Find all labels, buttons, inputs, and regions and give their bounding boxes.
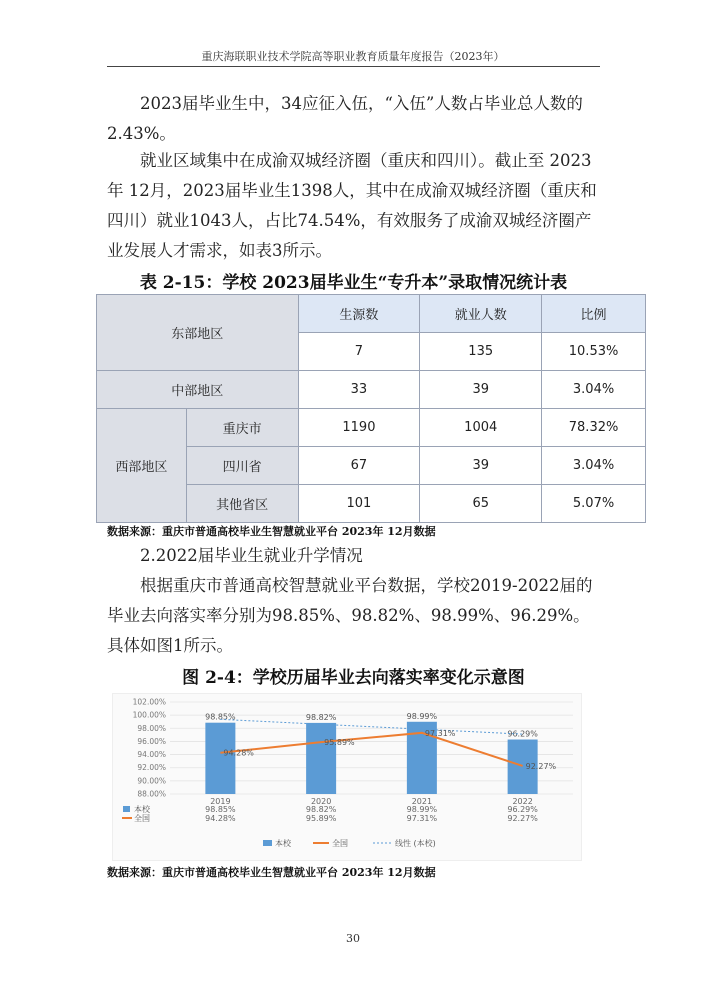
cell-other-employed: 65 — [420, 485, 542, 523]
data-table-cell: 98.85% — [205, 805, 236, 814]
data-table-cell: 92.27% — [507, 814, 538, 823]
row-label-other-provinces: 其他省区 — [186, 485, 298, 523]
legend-label-national: 全国 — [332, 839, 348, 848]
cell-east-employed: 135 — [420, 333, 542, 371]
column-header-source-count: 生源数 — [298, 295, 420, 333]
y-tick-label: 88.00% — [137, 789, 166, 799]
bar — [205, 723, 235, 794]
row-label-sichuan: 四川省 — [186, 447, 298, 485]
table-caption: 表 2-15：学校 2023届毕业生“专升本”录取情况统计表 — [139, 273, 568, 293]
column-header-ratio: 比例 — [542, 295, 646, 333]
cell-chongqing-employed: 1004 — [420, 409, 542, 447]
legend-swatch-school — [263, 840, 272, 846]
series-line-national — [220, 733, 522, 766]
column-header-employed-count: 就业人数 — [420, 295, 542, 333]
cell-sichuan-source: 67 — [298, 447, 420, 485]
page-header: 重庆海联职业技术学院高等职业教育质量年度报告（2023年） — [201, 50, 505, 63]
line-data-label: 95.89% — [324, 738, 355, 748]
table-row — [97, 409, 646, 447]
cell-chongqing-ratio: 78.32% — [542, 409, 646, 447]
bar — [306, 723, 336, 794]
data-table-cell: 97.31% — [406, 814, 438, 823]
bar-data-label: 98.99% — [406, 711, 438, 721]
y-tick-label: 94.00% — [137, 750, 166, 760]
trendline — [220, 719, 522, 734]
x-tick-label: 2019 — [210, 797, 231, 806]
x-tick-label: 2020 — [310, 797, 332, 806]
line-data-label: 97.31% — [424, 728, 456, 738]
bar-data-label: 96.29% — [507, 729, 538, 739]
bar-data-label: 98.82% — [305, 712, 337, 722]
data-table-cell: 94.28% — [205, 814, 236, 823]
data-table-legend-swatch — [123, 806, 130, 812]
cell-sichuan-employed: 39 — [420, 447, 542, 485]
y-tick-label: 102.00% — [132, 697, 166, 707]
admission-table — [96, 294, 646, 523]
data-table-cell: 95.89% — [305, 814, 337, 823]
x-tick-label: 2022 — [512, 797, 533, 806]
y-tick-label: 92.00% — [137, 763, 166, 773]
data-table-cell: 96.29% — [507, 805, 538, 814]
paragraph-placement-rate: 根据重庆市普通高校智慧就业平台数据，学校2019-2022届的毕业去向落实率分别为98.85%、98.82%、98.99%、96.29%。具体如图1所示。 — [107, 576, 593, 655]
cell-east-ratio: 10.53% — [542, 333, 646, 371]
table-row — [97, 371, 646, 409]
y-tick-label: 98.00% — [137, 723, 166, 733]
placement-rate-chart — [112, 693, 582, 861]
y-tick-label: 100.00% — [132, 710, 166, 720]
data-table-series-name: 本校 — [134, 805, 150, 814]
figure-source-note: 数据来源：重庆市普通高校毕业生智慧就业平台 2023年 12月数据 — [107, 866, 436, 879]
line-data-label: 92.27% — [525, 761, 557, 771]
data-table-cell: 98.82% — [305, 805, 337, 814]
cell-other-source: 101 — [298, 485, 420, 523]
cell-central-source: 33 — [298, 371, 420, 409]
data-table-series-name: 全国 — [134, 814, 150, 823]
paragraph-employment-region: 就业区域集中在成渝双城经济圈（重庆和四川）。截止至 2023年 12月，2023届毕业生1398人，其中在成渝双城经济圈（重庆和四川）就业1043人，占比74.54%，有效服务了成渝双城经济圈产业发展人才需求，如表3所示。 — [107, 151, 597, 260]
header-rule — [107, 66, 600, 67]
row-label-west: 西部地区 — [97, 409, 187, 523]
section-title: 2.2022届毕业生就业升学情况 — [140, 546, 363, 565]
legend-label-school: 本校 — [275, 839, 291, 848]
row-label-central: 中部地区 — [97, 371, 299, 409]
page-number: 30 — [346, 932, 360, 945]
y-tick-label: 96.00% — [137, 736, 166, 746]
cell-chongqing-source: 1190 — [298, 409, 420, 447]
figure-caption: 图 2-4：学校历届毕业去向落实率变化示意图 — [182, 668, 525, 688]
cell-central-employed: 39 — [420, 371, 542, 409]
cell-sichuan-ratio: 3.04% — [542, 447, 646, 485]
cell-central-ratio: 3.04% — [542, 371, 646, 409]
x-tick-label: 2021 — [411, 797, 433, 806]
line-data-label: 94.28% — [223, 748, 254, 758]
table-source-note: 数据来源：重庆市普通高校毕业生智慧就业平台 2023年 12月数据 — [107, 525, 436, 538]
cell-other-ratio: 5.07% — [542, 485, 646, 523]
row-label-east: 东部地区 — [97, 295, 299, 371]
chart-svg — [113, 694, 581, 860]
legend-label-trendline: 线性 (本校) — [395, 839, 436, 848]
data-table-cell: 98.99% — [406, 805, 438, 814]
paragraph-enlistment: 2023届毕业生中，34应征入伍，“入伍”人数占毕业总人数的2.43%。 — [107, 94, 583, 143]
y-tick-label: 90.00% — [137, 776, 166, 786]
cell-east-source: 7 — [298, 333, 420, 371]
bar-data-label: 98.85% — [205, 712, 236, 722]
row-label-chongqing: 重庆市 — [186, 409, 298, 447]
